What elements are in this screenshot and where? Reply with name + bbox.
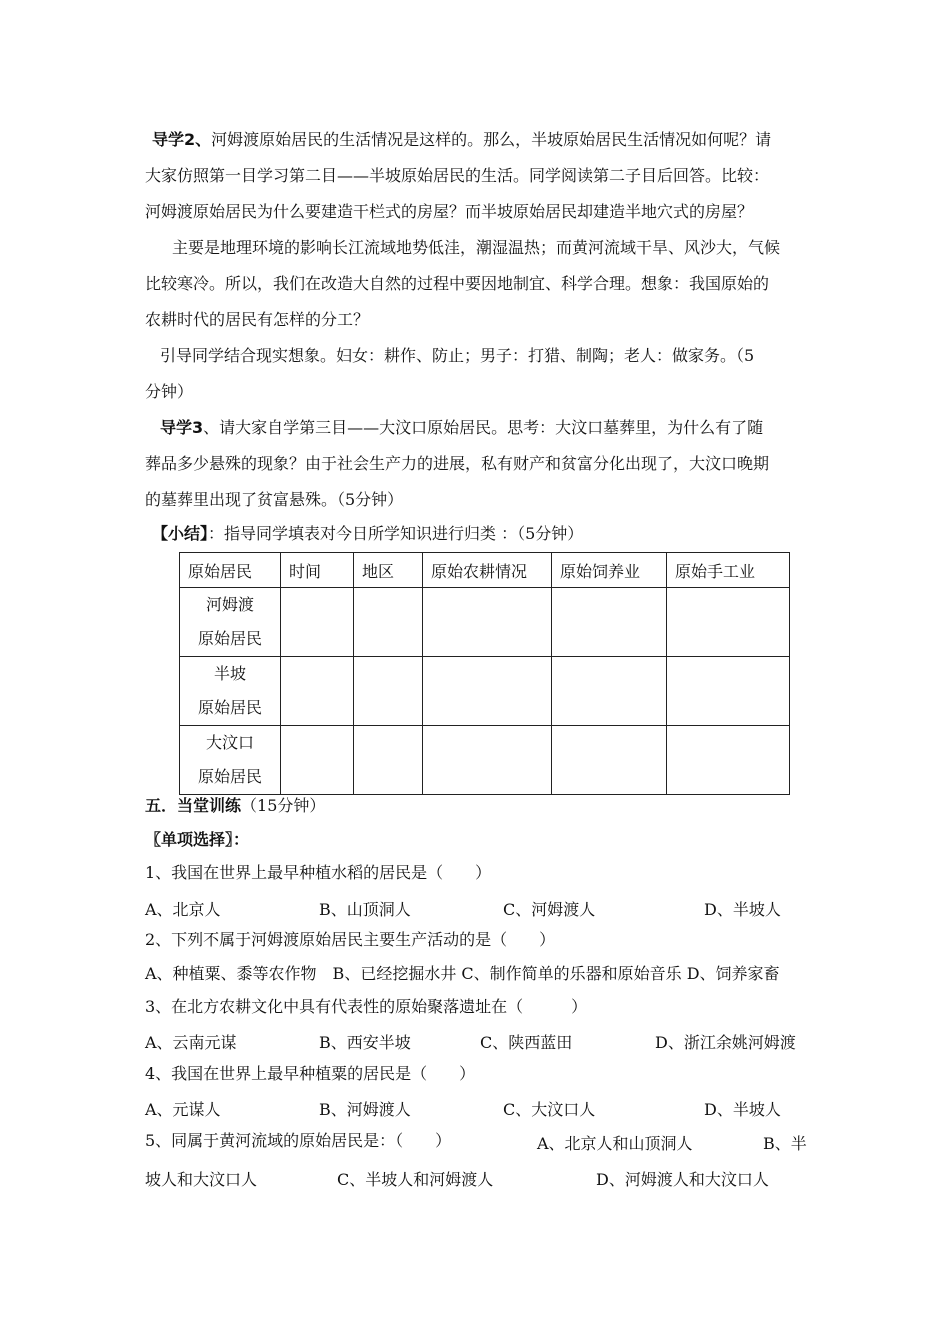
- guide2-line-6: 农耕时代的居民有怎样的分工？: [145, 310, 370, 329]
- guide3-line-2: 葬品多少悬殊的现象？由于社会生产力的进展，私有财产和贫富分化出现了，大汶口晚期: [145, 454, 770, 473]
- table-cell[interactable]: [281, 657, 354, 726]
- q4-option-b: B、河姆渡人: [319, 1100, 411, 1119]
- table-cell[interactable]: [552, 588, 667, 657]
- single-choice-heading: 〖单项选择〗：: [145, 830, 250, 849]
- table-header-cell: 原始饲养业: [552, 553, 667, 588]
- q3-option-c: C、陕西蓝田: [480, 1033, 573, 1052]
- guide2-line-2: 大家仿照第一目学习第二目——半坡原始居民的生活。同学阅读第二子目后回答。比较：: [145, 166, 770, 185]
- q3-option-d: D、浙江余姚河姆渡: [655, 1033, 796, 1052]
- table-cell[interactable]: [354, 657, 423, 726]
- summary-line: 【小结】：指导同学填表对今日所学知识进行归类 ：（5分钟）: [152, 524, 584, 543]
- q3-option-a: A、云南元谋: [145, 1033, 237, 1052]
- q5-option-d: D、河姆渡人和大汶口人: [596, 1170, 769, 1189]
- q5-option-c: C、半坡人和河姆渡人: [337, 1170, 494, 1189]
- table-cell[interactable]: [667, 726, 790, 795]
- table-cell[interactable]: [667, 588, 790, 657]
- table-cell[interactable]: [354, 726, 423, 795]
- q5-option-b-cont: 坡人和大汶口人: [145, 1170, 258, 1189]
- guide2-line-7: 引导同学结合现实想象。妇女：耕作、防止；男子：打猎、制陶；老人：做家务。（5: [160, 346, 755, 365]
- table-row: [180, 657, 790, 726]
- table-row-name: 半坡 原始居民: [180, 657, 281, 726]
- q1-option-a: A、北京人: [145, 900, 221, 919]
- table-cell[interactable]: [281, 588, 354, 657]
- table-header-cell: 原始农耕情况: [423, 553, 552, 588]
- guide2-label: 导学2、: [152, 130, 212, 149]
- q1-option-b: B、山顶洞人: [319, 900, 411, 919]
- table-row-name: 大汶口 原始居民: [180, 726, 281, 795]
- table-header-cell: 地区: [354, 553, 423, 588]
- table-header-cell: 原始居民: [180, 553, 281, 588]
- guide3-line-3: 的墓葬里出现了贫富悬殊。（5分钟）: [145, 490, 404, 509]
- table-header-row: [180, 553, 790, 588]
- guide2-line-3: 河姆渡原始居民为什么要建造干栏式的房屋？而半坡原始居民却建造半地穴式的房屋？: [145, 202, 754, 221]
- q1-option-c: C、河姆渡人: [503, 900, 596, 919]
- table-row: [180, 588, 790, 657]
- training-label: 五．当堂训练: [145, 796, 242, 815]
- table-cell[interactable]: [281, 726, 354, 795]
- summary-label: 【小结】: [152, 524, 209, 543]
- table-cell[interactable]: [552, 657, 667, 726]
- table-cell[interactable]: [423, 588, 552, 657]
- q4-option-c: C、大汶口人: [503, 1100, 596, 1119]
- q5-option-b: B、半: [763, 1134, 807, 1153]
- guide2-line-5: 比较寒冷。所以，我们在改造大自然的过程中要因地制宜、科学合理。想象：我国原始的: [145, 274, 770, 293]
- question-5: 5、同属于黄河流域的原始居民是：（ ）: [145, 1131, 452, 1150]
- question-4: 4、我国在世界上最早种植粟的居民是（ ）: [145, 1064, 476, 1083]
- table-header-cell: 原始手工业: [667, 553, 790, 588]
- guide3-line-1: 导学3、请大家自学第三目——大汶口原始居民。思考：大汶口墓葬里，为什么有了随: [160, 418, 764, 437]
- table-cell[interactable]: [354, 588, 423, 657]
- q1-option-d: D、半坡人: [704, 900, 781, 919]
- table-cell[interactable]: [667, 657, 790, 726]
- q2-options: A、种植粟、黍等农作物 B、已经挖掘水井 C、制作简单的乐器和原始音乐 D、饲养家畜: [145, 964, 780, 983]
- guide2-line-4: 主要是地理环境的影响长江流域地势低洼，潮湿温热；而黄河流域干旱、风沙大，气候: [172, 238, 781, 257]
- q4-option-a: A、元谋人: [145, 1100, 221, 1119]
- guide2-line-8: 分钟）: [145, 382, 194, 401]
- table-cell[interactable]: [552, 726, 667, 795]
- training-heading: 五．当堂训练（15分钟）: [145, 796, 326, 815]
- table-cell[interactable]: [423, 657, 552, 726]
- question-3: 3、在北方农耕文化中具有代表性的原始聚落遗址在（ ）: [145, 997, 588, 1016]
- question-2: 2、下列不属于河姆渡原始居民主要生产活动的是（ ）: [145, 930, 556, 949]
- q4-option-d: D、半坡人: [704, 1100, 781, 1119]
- guide2-line-1: 导学2、河姆渡原始居民的生活情况是这样的。那么，半坡原始居民生活情况如何呢？请: [152, 130, 772, 149]
- table-row: [180, 726, 790, 795]
- table-row-name: 河姆渡 原始居民: [180, 588, 281, 657]
- q5-option-a: A、北京人和山顶洞人: [537, 1134, 693, 1153]
- question-1: 1、我国在世界上最早种植水稻的居民是（ ）: [145, 863, 492, 882]
- q3-option-b: B、西安半坡: [319, 1033, 411, 1052]
- table-cell[interactable]: [423, 726, 552, 795]
- table-header-cell: 时间: [281, 553, 354, 588]
- guide3-label: 导学3: [160, 418, 204, 437]
- summary-table: [179, 552, 790, 795]
